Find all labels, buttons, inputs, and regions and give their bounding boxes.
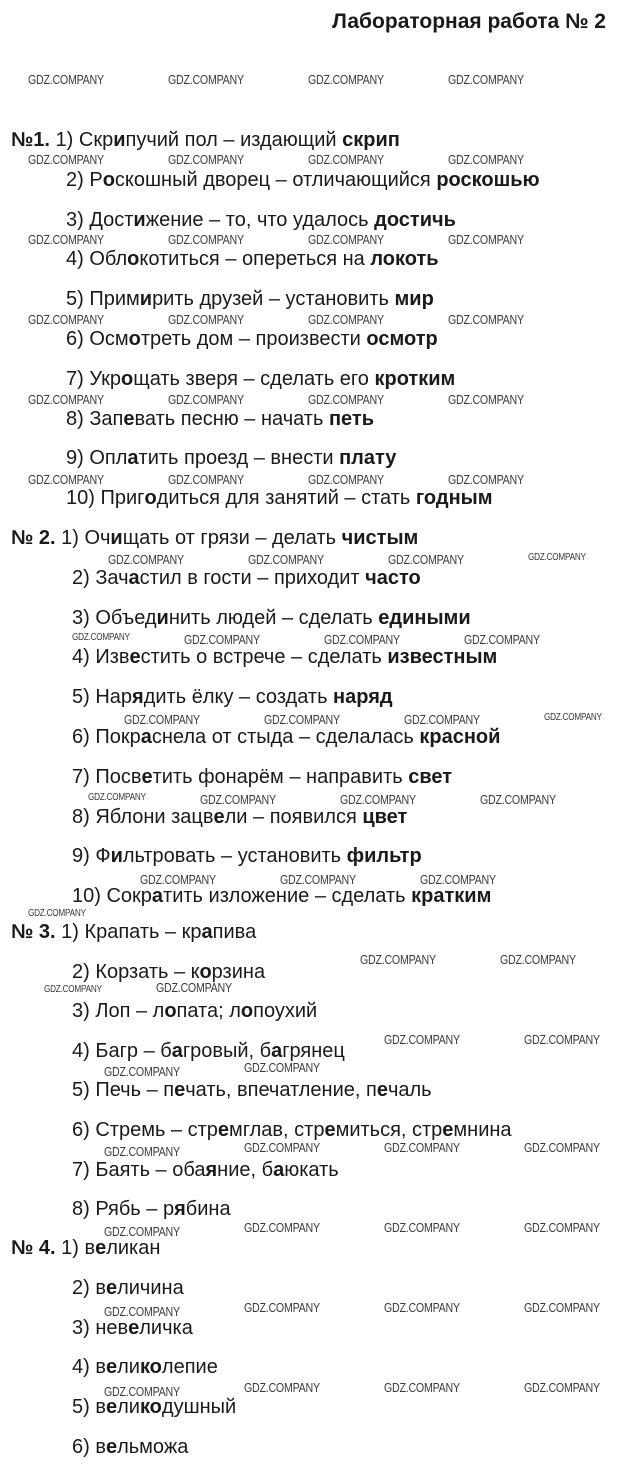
item-number: 6) [66, 328, 90, 350]
watermark: GDZ.COMPANY [480, 792, 556, 807]
highlight-vowel: и [156, 606, 169, 629]
word-part: Скр [78, 129, 114, 151]
word-part: ли [117, 1396, 140, 1419]
watermark: GDZ.COMPANY [500, 952, 576, 967]
key-word: кротким [374, 367, 456, 390]
watermark: GDZ.COMPANY [524, 1220, 600, 1235]
word-part: грянец [282, 1039, 345, 1062]
item-number: 4) [66, 248, 90, 271]
word-part: жение – то, что удалось [145, 208, 375, 231]
s4-item-2 [72, 1276, 184, 1300]
word-part: Рябь – р [95, 1198, 175, 1221]
word-part: Обл [89, 248, 128, 271]
watermark: GDZ.COMPANY [524, 1300, 600, 1315]
item-number: 2) [72, 1276, 96, 1299]
item-number: 5) [72, 686, 96, 709]
watermark: GDZ.COMPANY [168, 472, 244, 487]
s2-item-1 [11, 526, 418, 550]
highlight-vowel: а [201, 921, 213, 943]
s2-item-8 [72, 805, 407, 829]
watermark: GDZ.COMPANY [108, 552, 184, 567]
watermark: GDZ.COMPANY [384, 1380, 460, 1395]
s3-item-7 [72, 1158, 339, 1182]
item-number: 10) [72, 885, 107, 908]
highlight-vowel: е [95, 1237, 107, 1259]
s2-item-9 [72, 844, 422, 868]
word-part: котиться – опереться на [139, 248, 371, 271]
word-part: тить проезд – внести [138, 447, 340, 470]
s4-item-1 [11, 1236, 160, 1260]
word-part: в [84, 1237, 96, 1259]
word-part: ние, б [217, 1158, 274, 1181]
word-part: ликан [106, 1237, 161, 1259]
watermark: GDZ.COMPANY [200, 792, 276, 807]
key-word: петь [328, 407, 374, 430]
item-number: 5) [72, 1396, 96, 1419]
section-number: № 2. [11, 527, 62, 549]
watermark: GDZ.COMPANY [308, 232, 384, 247]
highlight-vowel: а [140, 726, 152, 748]
highlight-vowel: е [376, 1079, 388, 1102]
word-part: Объед [95, 606, 157, 629]
watermark: GDZ.COMPANY [168, 312, 244, 327]
highlight-vowel: о [127, 248, 140, 271]
watermark: GDZ.COMPANY [88, 792, 146, 803]
item-number: 4) [72, 646, 96, 669]
item-number: 2) [66, 168, 90, 191]
watermark: GDZ.COMPANY [448, 152, 524, 167]
watermark: GDZ.COMPANY [104, 1304, 180, 1319]
watermark: GDZ.COMPANY [308, 392, 384, 407]
word-part: Лоп – л [95, 1000, 165, 1023]
word-part: Зач [95, 566, 129, 589]
s1-item-1 [11, 128, 400, 152]
word-part: личина [117, 1276, 184, 1299]
watermark: GDZ.COMPANY [104, 1144, 180, 1159]
item-number: 6) [72, 1436, 96, 1458]
item-number: 3) [72, 1000, 96, 1023]
highlight-vowel: е [324, 1119, 336, 1141]
item-number: 5) [72, 1079, 96, 1102]
watermark: GDZ.COMPANY [28, 472, 104, 487]
s1-item-6 [66, 327, 438, 351]
watermark: GDZ.COMPANY [420, 872, 496, 887]
watermark: GDZ.COMPANY [44, 984, 102, 995]
word-part: Яблони зацв [95, 805, 214, 828]
highlight-vowel: и [133, 208, 146, 231]
item-number: 4) [72, 1356, 96, 1379]
watermark: GDZ.COMPANY [28, 232, 104, 247]
watermark: GDZ.COMPANY [448, 232, 524, 247]
word-part: дить ёлку – создать [143, 686, 334, 709]
word-part: Оч [84, 527, 111, 549]
word-part: Корзать – к [95, 960, 200, 983]
word-part: ли – появился [224, 805, 363, 828]
key-word: известным [387, 646, 498, 669]
word-part: чаль [387, 1079, 432, 1102]
watermark: GDZ.COMPANY [244, 1220, 320, 1235]
item-number: 9) [66, 447, 90, 470]
watermark: GDZ.COMPANY [464, 632, 540, 647]
highlight-vowel: е [217, 1119, 230, 1141]
word-part: Дост [89, 208, 134, 231]
watermark: GDZ.COMPANY [28, 312, 104, 327]
item-number: 3) [72, 606, 96, 629]
highlight-vowel: е [105, 1436, 118, 1458]
highlight-vowel: е [213, 805, 225, 828]
word-part: юкать [284, 1158, 339, 1181]
word-part: вать песню – начать [134, 407, 329, 430]
word-part: треть дом – произвести [140, 328, 367, 350]
item-number: 4) [72, 1039, 96, 1062]
key-word: годным [415, 487, 493, 510]
highlight-vowel: е [128, 1316, 140, 1339]
key-word: локоть [370, 248, 439, 271]
word-part: мглав, стр [229, 1119, 325, 1141]
watermark: GDZ.COMPANY [72, 632, 130, 643]
watermark: GDZ.COMPANY [448, 392, 524, 407]
key-word: наряд [333, 686, 393, 709]
word-part: нить людей – сделать [168, 606, 379, 629]
watermark: GDZ.COMPANY [340, 792, 416, 807]
highlight-vowel: и [113, 129, 126, 151]
highlight-vowel: е [141, 765, 153, 788]
s1-item-3 [66, 208, 456, 232]
watermark: GDZ.COMPANY [280, 872, 356, 887]
word-part: рзина [211, 960, 266, 983]
word-part: пата; л [176, 1000, 241, 1023]
section-number: № 3. [11, 921, 62, 943]
watermark: GDZ.COMPANY [28, 908, 86, 919]
word-part: Баять – оба [95, 1158, 206, 1181]
watermark: GDZ.COMPANY [448, 472, 524, 487]
item-number: 8) [66, 407, 90, 430]
word-part: Приг [100, 487, 145, 510]
highlight-vowel: о [199, 960, 212, 983]
s3-item-6 [72, 1118, 512, 1142]
s3-item-5 [72, 1078, 432, 1102]
word-part: в [95, 1276, 106, 1299]
highlight-vowel: о [164, 1000, 177, 1023]
s2-item-2 [72, 566, 421, 590]
key-word: свет [408, 765, 453, 788]
word-part: Ф [95, 845, 111, 868]
word-part: Крапать – кр [84, 921, 202, 943]
word-part: Укр [89, 367, 122, 390]
watermark: GDZ.COMPANY [168, 232, 244, 247]
watermark: GDZ.COMPANY [124, 712, 200, 727]
word-part: Р [89, 168, 103, 191]
word-part: чать, впечатление, п [185, 1079, 377, 1102]
item-number: 2) [72, 960, 96, 983]
highlight-vowel: о [144, 487, 157, 510]
watermark: GDZ.COMPANY [524, 1032, 600, 1047]
item-number: 7) [72, 1158, 96, 1181]
s2-item-3 [72, 606, 471, 630]
watermark: GDZ.COMPANY [28, 72, 104, 87]
section-number: №1. [11, 129, 56, 151]
key-word: осмотр [366, 328, 438, 350]
watermark: GDZ.COMPANY [28, 152, 104, 167]
watermark: GDZ.COMPANY [324, 632, 400, 647]
word-part: лепие [161, 1356, 218, 1379]
item-number: 1) [61, 921, 85, 943]
highlight-vowel: е [442, 1119, 454, 1141]
watermark: GDZ.COMPANY [384, 1300, 460, 1315]
word-part: Сокр [106, 885, 152, 908]
highlight-vowel: е [174, 1079, 186, 1102]
highlight-vowel: а [273, 1158, 285, 1181]
highlight-vowel: е [105, 1356, 118, 1379]
word-part: личка [139, 1316, 193, 1339]
key-word: плату [339, 447, 397, 470]
s4-item-4 [72, 1355, 218, 1379]
word-part: Посв [95, 765, 142, 788]
word-part: щать зверя – сделать его [133, 367, 375, 390]
word-part: льможа [117, 1436, 189, 1458]
word-part: стил в гости – приходит [139, 566, 366, 589]
item-number: 7) [72, 765, 96, 788]
highlight-vowel: и [139, 288, 153, 311]
watermark: GDZ.COMPANY [244, 1140, 320, 1155]
word-part: ли [117, 1356, 140, 1379]
highlight-vowel: о [240, 1000, 254, 1023]
word-part: скошный дворец – отличающийся [114, 168, 437, 191]
s1-item-5 [66, 287, 434, 311]
s1-item-4 [66, 247, 439, 271]
highlight-vowel: я [205, 1158, 218, 1181]
watermark: GDZ.COMPANY [544, 712, 602, 723]
word-part: в [95, 1436, 106, 1458]
key-word: цвет [362, 805, 408, 828]
highlight-vowel: о [121, 367, 134, 390]
highlight-vowel: а [171, 1039, 183, 1062]
word-part: снела от стыда – сделалась [151, 726, 420, 748]
item-number: 8) [72, 1198, 96, 1221]
word-part: Стремь – стр [95, 1119, 218, 1141]
word-part: Багр – б [95, 1039, 172, 1062]
item-number: 1) [61, 527, 85, 549]
s2-item-10 [72, 884, 491, 908]
word-part: диться для занятий – стать [156, 487, 416, 510]
watermark: GDZ.COMPANY [168, 152, 244, 167]
word-part: Осм [89, 328, 129, 350]
page-title: Лабораторная работа № 2 [332, 10, 606, 33]
word-part: Нар [95, 686, 133, 709]
item-number: 7) [66, 367, 90, 390]
item-number: 2) [72, 566, 96, 589]
word-part: рить друзей – установить [152, 288, 395, 311]
s2-item-6 [72, 725, 500, 749]
item-number: 6) [72, 1119, 96, 1141]
key-word: кратким [411, 885, 492, 908]
highlight-vowel: а [128, 566, 140, 589]
watermark: GDZ.COMPANY [448, 312, 524, 327]
watermark: GDZ.COMPANY [28, 392, 104, 407]
s1-item-7 [66, 367, 455, 391]
watermark: GDZ.COMPANY [156, 980, 232, 995]
highlight-vowel: е [105, 1276, 118, 1299]
key-word: достичь [374, 208, 456, 231]
item-number: 3) [66, 208, 90, 231]
watermark: GDZ.COMPANY [384, 1032, 460, 1047]
watermark: GDZ.COMPANY [104, 1384, 180, 1399]
watermark: GDZ.COMPANY [104, 1064, 180, 1079]
item-number: 6) [72, 726, 96, 748]
s2-item-7 [72, 765, 452, 789]
word-part: пива [212, 921, 257, 943]
highlight-vowel: а [151, 885, 164, 908]
key-word: часто [365, 566, 421, 589]
item-number: 9) [72, 845, 96, 868]
highlight-vowel: я [174, 1198, 186, 1221]
watermark: GDZ.COMPANY [388, 552, 464, 567]
highlight-vowel: о [102, 168, 115, 191]
highlight-vowel: ко [139, 1396, 162, 1419]
section-number: № 4. [11, 1237, 62, 1259]
word-part: гровый, б [182, 1039, 272, 1062]
item-number: 8) [72, 805, 96, 828]
s1-item-2 [66, 168, 540, 192]
highlight-vowel: ко [139, 1356, 162, 1379]
s3-item-3 [72, 999, 317, 1023]
watermark: GDZ.COMPANY [448, 72, 524, 87]
s3-item-1 [11, 920, 256, 944]
highlight-vowel: а [271, 1039, 283, 1062]
s2-item-5 [72, 685, 393, 709]
watermark: GDZ.COMPANY [524, 1140, 600, 1155]
highlight-vowel: я [132, 686, 144, 709]
watermark: GDZ.COMPANY [308, 312, 384, 327]
highlight-vowel: о [128, 328, 141, 350]
item-number: 3) [72, 1316, 96, 1339]
word-part: Покр [95, 726, 141, 748]
key-word: скрип [342, 129, 400, 151]
word-part: льтровать – установить [122, 845, 347, 868]
word-part: Изв [95, 646, 130, 669]
word-part: тить фонарём – направить [152, 765, 409, 788]
item-number: 5) [66, 288, 90, 311]
item-number: 1) [55, 129, 79, 151]
s3-item-8 [72, 1197, 231, 1221]
word-part: Зап [89, 407, 124, 430]
watermark: GDZ.COMPANY [168, 392, 244, 407]
s4-item-3 [72, 1316, 193, 1340]
watermark: GDZ.COMPANY [264, 712, 340, 727]
watermark: GDZ.COMPANY [384, 1140, 460, 1155]
watermark: GDZ.COMPANY [244, 1300, 320, 1315]
key-word: роскошью [436, 168, 540, 191]
watermark: GDZ.COMPANY [308, 152, 384, 167]
word-part: в [95, 1356, 106, 1379]
word-part: душный [161, 1396, 237, 1419]
key-word: чистым [341, 527, 419, 549]
watermark: GDZ.COMPANY [404, 712, 480, 727]
word-part: поухий [253, 1000, 318, 1023]
watermark: GDZ.COMPANY [248, 552, 324, 567]
highlight-vowel: е [105, 1396, 118, 1419]
s2-item-4 [72, 645, 497, 669]
s4-item-6 [72, 1435, 188, 1459]
watermark: GDZ.COMPANY [528, 552, 586, 563]
watermark: GDZ.COMPANY [104, 1224, 180, 1239]
watermark: GDZ.COMPANY [168, 72, 244, 87]
key-word: мир [394, 288, 434, 311]
word-part: стить о встрече – сделать [140, 646, 388, 669]
highlight-vowel: е [129, 646, 141, 669]
watermark: GDZ.COMPANY [244, 1060, 320, 1075]
key-word: едиными [378, 606, 471, 629]
highlight-vowel: е [123, 407, 135, 430]
word-part: щать от грязи – делать [122, 527, 342, 549]
watermark: GDZ.COMPANY [384, 1220, 460, 1235]
watermark: GDZ.COMPANY [308, 72, 384, 87]
word-part: миться, стр [335, 1119, 443, 1141]
watermark: GDZ.COMPANY [524, 1380, 600, 1395]
watermark: GDZ.COMPANY [184, 632, 260, 647]
word-part: пучий пол – издающий [125, 129, 343, 151]
word-part: Опл [89, 447, 128, 470]
word-part: нев [95, 1316, 129, 1339]
word-part: Прим [89, 288, 140, 311]
highlight-vowel: и [110, 527, 123, 549]
word-part: тить изложение – сделать [163, 885, 412, 908]
watermark: GDZ.COMPANY [244, 1380, 320, 1395]
item-number: 1) [61, 1237, 85, 1259]
key-word: фильтр [346, 845, 422, 868]
watermark: GDZ.COMPANY [140, 872, 216, 887]
s1-item-9 [66, 446, 396, 470]
item-number: 10) [66, 487, 101, 510]
watermark: GDZ.COMPANY [308, 472, 384, 487]
key-word: красной [419, 726, 501, 748]
word-part: мнина [453, 1119, 512, 1141]
word-part: в [95, 1396, 106, 1419]
s1-item-8 [66, 407, 374, 431]
highlight-vowel: а [127, 447, 139, 470]
word-part: Печь – п [95, 1079, 175, 1102]
watermark: GDZ.COMPANY [360, 952, 436, 967]
word-part: бина [185, 1198, 231, 1221]
highlight-vowel: и [110, 845, 123, 868]
s1-item-10 [66, 486, 493, 510]
